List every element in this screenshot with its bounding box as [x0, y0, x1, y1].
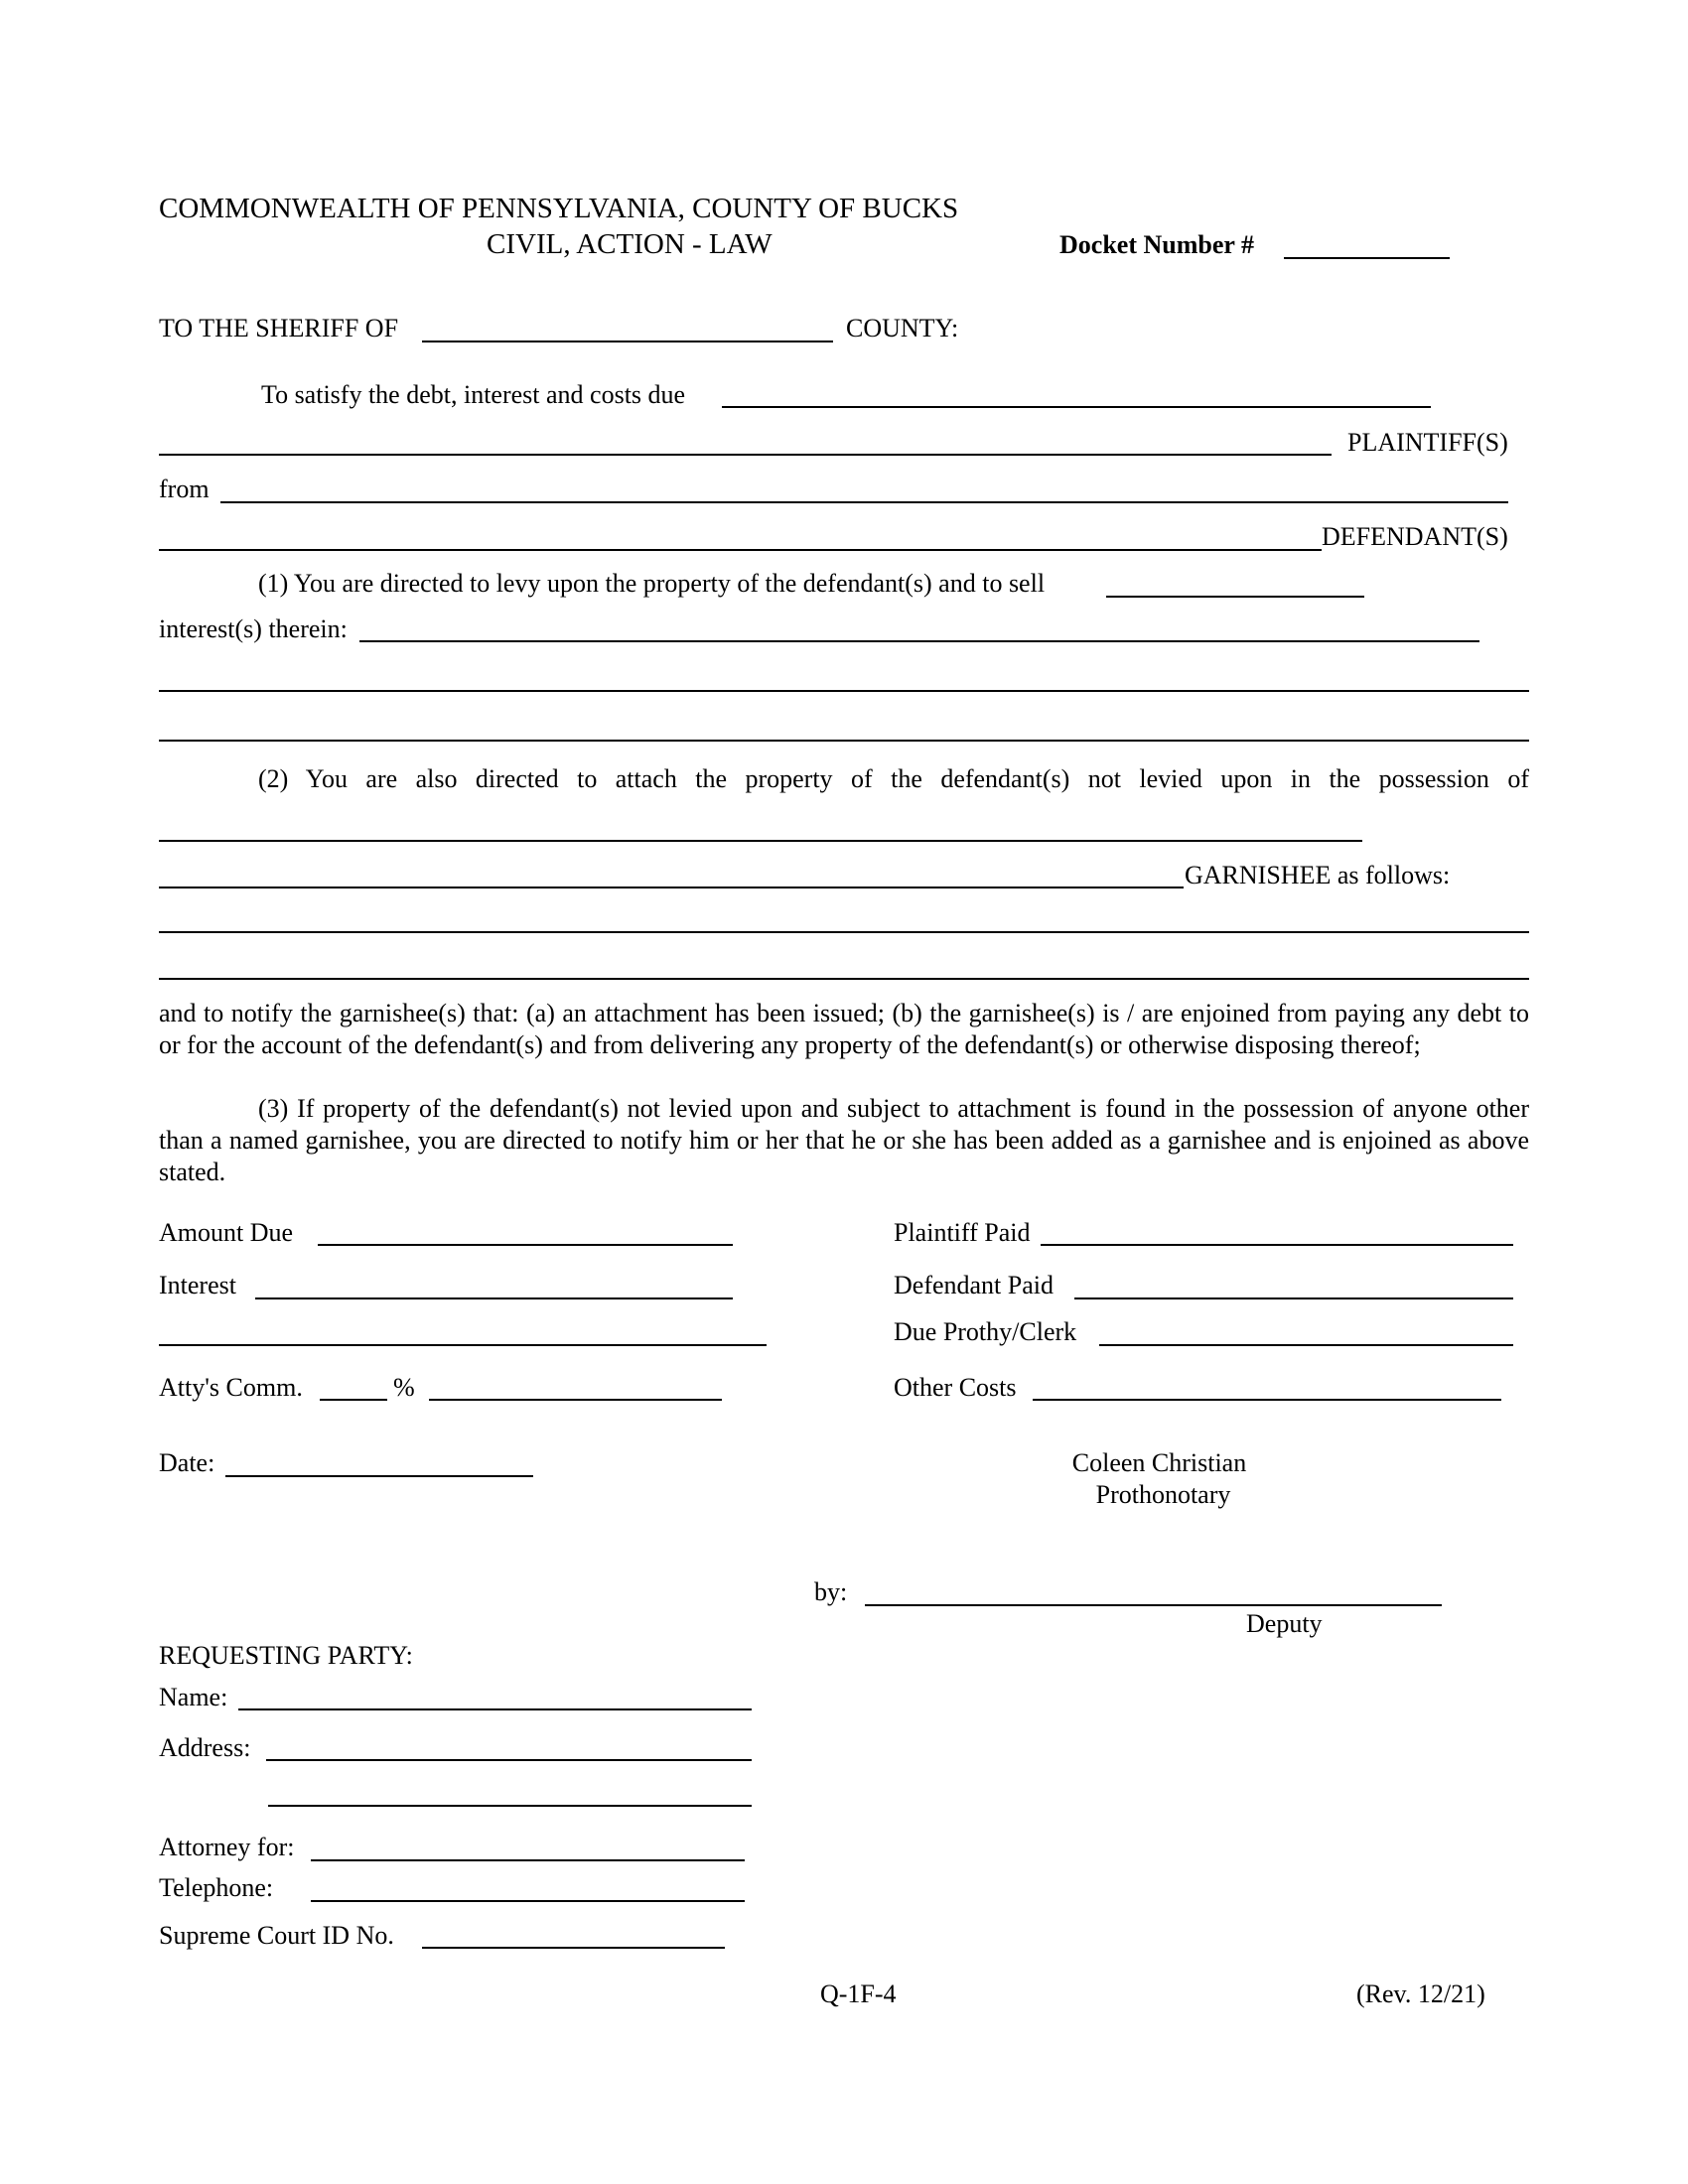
percent-sign: %: [393, 1373, 415, 1402]
name-label: Name:: [159, 1683, 228, 1711]
telephone-field[interactable]: [311, 1900, 745, 1902]
header-subtitle: CIVIL, ACTION - LAW: [487, 228, 773, 260]
interest-therein-label: interest(s) therein:: [159, 614, 348, 643]
defendant-paid-label: Defendant Paid: [894, 1271, 1055, 1299]
interest-label: Interest: [159, 1271, 236, 1299]
header-title: COMMONWEALTH OF PENNSYLVANIA, COUNTY OF BUCKS: [159, 193, 959, 224]
docket-label: Docket Number #: [1059, 230, 1254, 259]
supreme-court-id-field[interactable]: [422, 1947, 725, 1949]
from-field[interactable]: [220, 501, 1508, 503]
attorney-for-field[interactable]: [311, 1859, 745, 1861]
sheriff-label: TO THE SHERIFF OF: [159, 314, 399, 342]
garnishee-label: GARNISHEE as follows:: [1185, 861, 1451, 889]
interest-field[interactable]: [255, 1297, 733, 1299]
due-prothy-label: Due Prothy/Clerk: [894, 1317, 1077, 1346]
notify-paragraph: and to notify the garnishee(s) that: (a) an attachment has been issued; (b) the garnishee(s) is / are enjoined from paying any debt to or for the account of the defendant(s) and from delivering any property of the defendant(s) or otherwise disposing thereof;: [159, 999, 1529, 1059]
form-code: Q-1F-4: [820, 1979, 897, 2008]
garnishee-line-2[interactable]: [159, 931, 1529, 933]
defendant-paid-field[interactable]: [1074, 1297, 1513, 1299]
interest-therein-line-2[interactable]: [159, 690, 1529, 692]
paragraph-3: (3) If property of the defendant(s) not levied upon and subject to attachment is found in the possession of anyone other than a named garnishee, you are directed to notify him or her that he or she has been added as a garnishee and is enjoined as above stated.: [159, 1094, 1529, 1186]
plaintiff-paid-label: Plaintiff Paid: [894, 1218, 1031, 1247]
attorney-for-label: Attorney for:: [159, 1833, 295, 1861]
telephone-label: Telephone:: [159, 1873, 274, 1902]
docket-number-field[interactable]: [1284, 257, 1450, 259]
sheriff-county-field[interactable]: [422, 341, 833, 342]
requesting-party-heading: REQUESTING PARTY:: [159, 1641, 413, 1670]
county-label: COUNTY:: [846, 314, 959, 342]
debt-due-field[interactable]: [722, 406, 1431, 408]
attys-comm-amount-field[interactable]: [429, 1399, 722, 1401]
date-label: Date:: [159, 1448, 215, 1477]
address-label: Address:: [159, 1733, 251, 1762]
interest-therein-field[interactable]: [359, 640, 1479, 642]
date-field[interactable]: [225, 1475, 533, 1477]
sell-field[interactable]: [1106, 596, 1364, 598]
supreme-court-id-label: Supreme Court ID No.: [159, 1921, 394, 1950]
address-field-line-2[interactable]: [268, 1805, 752, 1807]
paragraph-2: (2) You are also directed to attach the property of the defendant(s) not levied upon in the possession of: [258, 764, 1529, 793]
paragraph-1: (1) You are directed to levy upon the property of the defendant(s) and to sell: [258, 569, 1046, 598]
by-label: by:: [814, 1577, 848, 1606]
subtotal-field[interactable]: [159, 1344, 767, 1346]
garnishee-line-3[interactable]: [159, 978, 1529, 980]
prothonotary-title: Prothonotary: [1095, 1480, 1231, 1509]
due-prothy-field[interactable]: [1099, 1344, 1513, 1346]
amount-due-field[interactable]: [318, 1244, 733, 1246]
defendant-field[interactable]: [159, 549, 1322, 551]
from-label: from: [159, 475, 210, 503]
prothonotary-name: Coleen Christian: [1071, 1448, 1247, 1477]
name-field[interactable]: [238, 1708, 752, 1710]
other-costs-field[interactable]: [1033, 1399, 1501, 1401]
attys-comm-label: Atty's Comm.: [159, 1373, 303, 1402]
revision-date: (Rev. 12/21): [1356, 1979, 1485, 2008]
debt-label: To satisfy the debt, interest and costs due: [261, 380, 686, 409]
other-costs-label: Other Costs: [894, 1373, 1017, 1402]
defendant-label: DEFENDANT(S): [1322, 522, 1508, 551]
interest-therein-line-3[interactable]: [159, 740, 1529, 742]
plaintiff-label: PLAINTIFF(S): [1347, 428, 1508, 457]
amount-due-label: Amount Due: [159, 1218, 294, 1247]
plaintiff-field[interactable]: [159, 454, 1332, 456]
garnishee-field[interactable]: [159, 887, 1184, 888]
deputy-signature-field[interactable]: [865, 1604, 1442, 1606]
possession-field[interactable]: [159, 840, 1362, 842]
address-field[interactable]: [266, 1759, 752, 1761]
deputy-label: Deputy: [1246, 1609, 1323, 1638]
plaintiff-paid-field[interactable]: [1041, 1244, 1513, 1246]
attys-comm-percent-field[interactable]: [320, 1399, 387, 1401]
